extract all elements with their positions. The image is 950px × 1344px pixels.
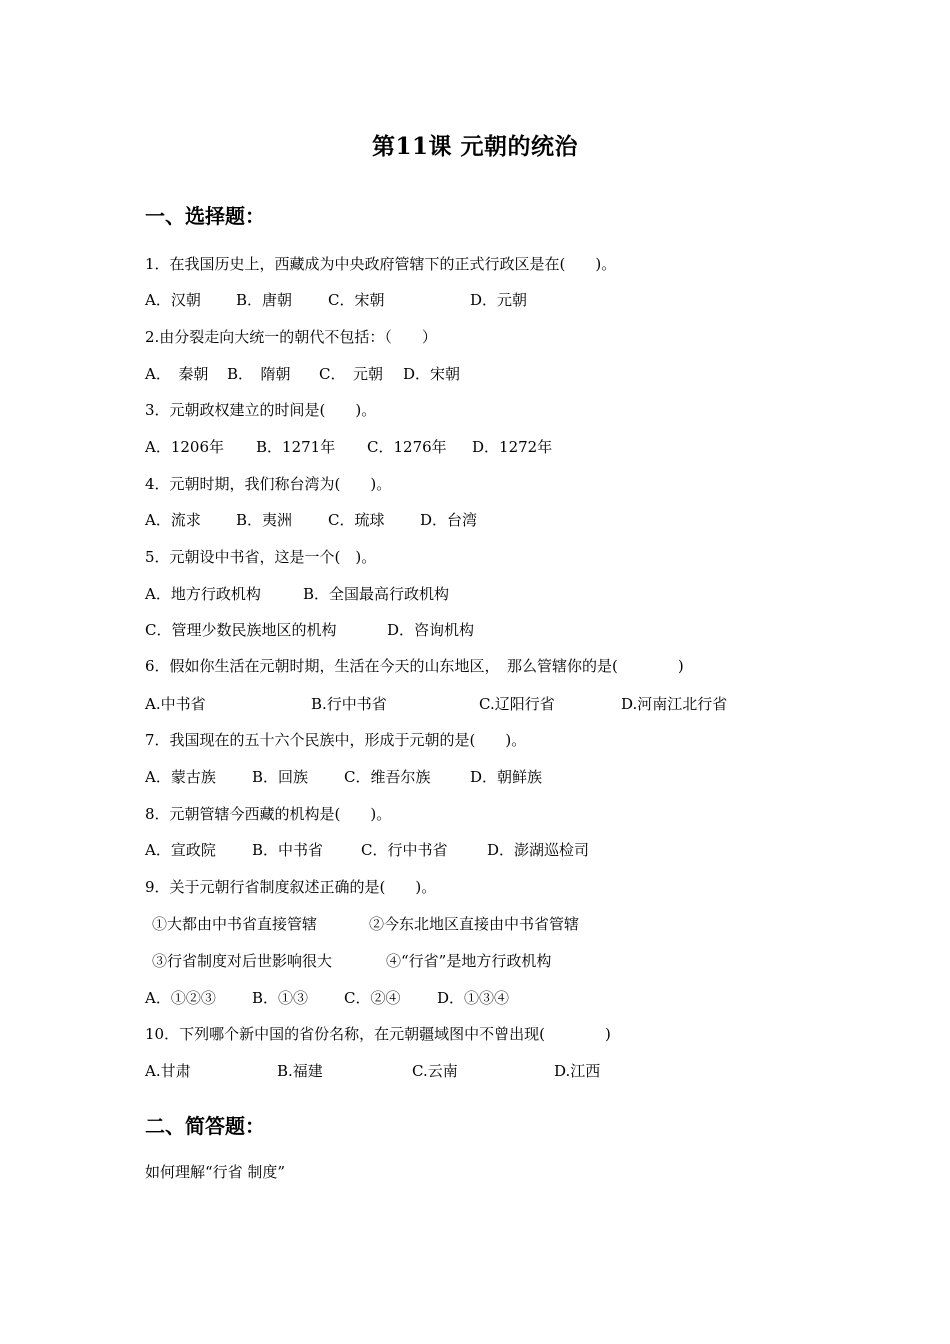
question-8-option-d: D．澎湖巡检司 bbox=[487, 841, 590, 859]
question-7-option-d: D．朝鲜族 bbox=[470, 768, 543, 786]
question-6-option-a: A.中书省 bbox=[145, 695, 206, 713]
question-1-option-d: D．元朝 bbox=[470, 291, 528, 309]
question-4-stem: 4．元朝时期，我们称台湾为( )。 bbox=[145, 475, 392, 493]
question-10-option-c: C.云南 bbox=[412, 1062, 458, 1080]
section-short-answer-heading: 二、简答题： bbox=[145, 1114, 265, 1138]
question-6-option-d: D.河南江北行省 bbox=[621, 695, 728, 713]
question-6-stem: 6．假如你生活在元朝时期，生活在今天的山东地区， 那么管辖你的是( ) bbox=[145, 657, 684, 675]
question-5-option-d: D．咨询机构 bbox=[387, 621, 475, 639]
question-1-option-b: B．唐朝 bbox=[236, 291, 293, 309]
question-2-option-c: C． 元朝 bbox=[319, 365, 383, 383]
question-9-statement-3: ③行省制度对后世影响很大 bbox=[152, 952, 333, 970]
question-9-statement-4: ④“行省”是地方行政机构 bbox=[386, 952, 552, 970]
question-9-option-c: C．②④ bbox=[344, 989, 401, 1007]
question-2-option-b: B． 隋朝 bbox=[227, 365, 291, 383]
question-9-stem: 9．关于元朝行省制度叙述正确的是( )。 bbox=[145, 878, 437, 896]
question-2-stem: 2.由分裂走向大统一的朝代不包括：（ ） bbox=[145, 328, 437, 346]
question-1-option-a: A．汉朝 bbox=[145, 291, 201, 309]
question-8-stem: 8．元朝管辖今西藏的机构是( )。 bbox=[145, 805, 392, 823]
question-7-option-b: B．回族 bbox=[252, 768, 309, 786]
question-7-option-c: C．维吾尔族 bbox=[344, 768, 431, 786]
question-9-option-d: D．①③④ bbox=[437, 989, 510, 1007]
question-3-stem: 3．元朝政权建立的时间是( )。 bbox=[145, 401, 377, 419]
question-9-option-b: B．①③ bbox=[252, 989, 309, 1007]
question-3-option-a: A．1206年 bbox=[145, 438, 225, 456]
question-8-option-a: A．宣政院 bbox=[145, 841, 216, 859]
question-2-option-a: A． 秦朝 bbox=[145, 365, 209, 383]
question-8-option-c: C．行中书省 bbox=[361, 841, 448, 859]
question-9-option-a: A．①②③ bbox=[145, 989, 216, 1007]
question-9-statement-1: ①大都由中书省直接管辖 bbox=[152, 915, 318, 933]
question-1-stem: 1．在我国历史上，西藏成为中央政府管辖下的正式行政区是在( )。 bbox=[145, 255, 617, 273]
page-title: 第11课 元朝的统治 bbox=[371, 133, 578, 160]
question-3-option-d: D．1272年 bbox=[472, 438, 553, 456]
question-10-option-b: B.福建 bbox=[277, 1062, 323, 1080]
question-1-option-c: C．宋朝 bbox=[328, 291, 385, 309]
question-10-stem: 10．下列哪个新中国的省份名称，在元朝疆域图中不曾出现( ) bbox=[145, 1025, 611, 1043]
question-4-option-a: A．流求 bbox=[145, 511, 201, 529]
question-10-option-d: D.江西 bbox=[554, 1062, 601, 1080]
question-10-option-a: A.甘肃 bbox=[145, 1062, 191, 1080]
question-6-option-b: B.行中书省 bbox=[311, 695, 387, 713]
question-5-option-a: A．地方行政机构 bbox=[145, 585, 261, 603]
question-5-option-b: B．全国最高行政机构 bbox=[303, 585, 450, 603]
question-7-option-a: A．蒙古族 bbox=[145, 768, 216, 786]
short-answer-question: 如何理解“行省 制度” bbox=[145, 1163, 286, 1181]
question-4-option-c: C．琉球 bbox=[328, 511, 385, 529]
question-6-option-c: C.辽阳行省 bbox=[479, 695, 555, 713]
question-7-stem: 7．我国现在的五十六个民族中，形成于元朝的是( )。 bbox=[145, 731, 527, 749]
question-5-option-c: C．管理少数民族地区的机构 bbox=[145, 621, 337, 639]
question-9-statement-2: ②今东北地区直接由中书省管辖 bbox=[369, 915, 580, 933]
question-3-option-c: C．1276年 bbox=[367, 438, 447, 456]
question-8-option-b: B．中书省 bbox=[252, 841, 324, 859]
question-5-stem: 5．元朝设中书省，这是一个( )。 bbox=[145, 548, 377, 566]
question-2-option-d: D．宋朝 bbox=[403, 365, 461, 383]
question-3-option-b: B．1271年 bbox=[256, 438, 336, 456]
section-choice-heading: 一、选择题： bbox=[145, 204, 265, 228]
question-4-option-d: D．台湾 bbox=[420, 511, 478, 529]
question-4-option-b: B．夷洲 bbox=[236, 511, 293, 529]
